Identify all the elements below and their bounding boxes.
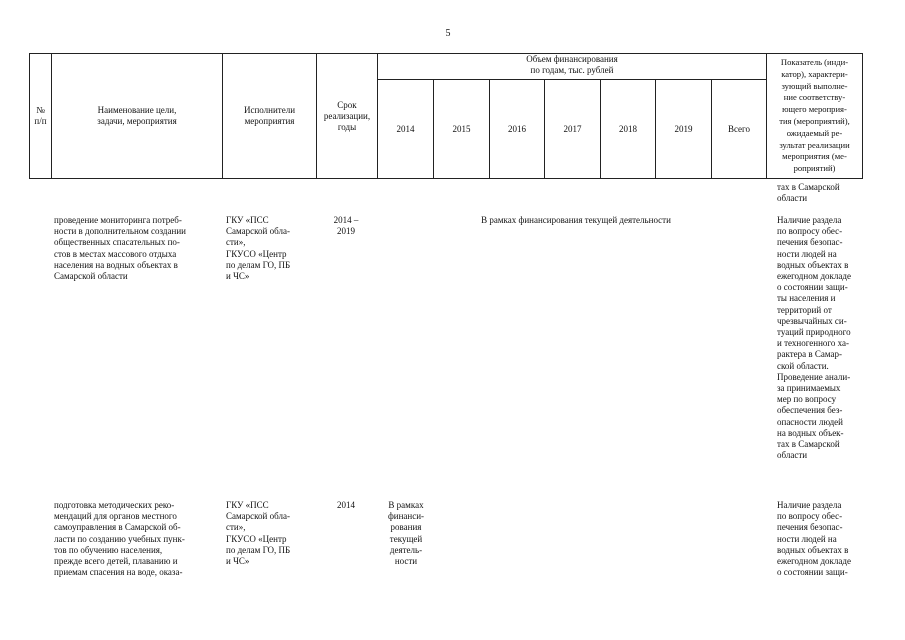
row2-term: 2014 [337, 500, 355, 510]
header-year-2016: 2016 [490, 80, 545, 179]
header-col-funding: Объем финансирования по годам, тыс. рублей [378, 54, 767, 80]
header-year-2014: 2014 [378, 80, 434, 179]
row1-name: проведение мониторинга потреб- ности в дополнительном создании общественных спасательных по- стов в местах массового отдыха населения на водных объектах в Самарской области [54, 215, 186, 282]
header-year-2019: 2019 [656, 80, 712, 179]
header-col-number: № п/п [30, 54, 52, 179]
header-year-2015: 2015 [434, 80, 490, 179]
header-col-term: Срок реализации, годы [317, 54, 378, 179]
header-col-executors: Исполнители мероприятия [223, 54, 317, 179]
indicator-carryover: тах в Самарской области [777, 182, 840, 204]
header-year-2017: 2017 [545, 80, 601, 179]
row1-funding: В рамках финансирования текущей деятельности [481, 215, 671, 225]
row1-executors: ГКУ «ПСС Самарской обла- сти», ГКУСО «Центр по делам ГО, ПБ и ЧС» [226, 215, 291, 282]
header-total: Всего [712, 80, 767, 179]
page-number: 5 [445, 28, 451, 39]
row2-executors: ГКУ «ПСС Самарской обла- сти», ГКУСО «Центр по делам ГО, ПБ и ЧС» [226, 500, 291, 567]
row2-indicator: Наличие раздела по вопросу обес- печения безопас- ности людей на водных объектах в ежегодном докладе о состоянии защи- [777, 500, 851, 578]
header-col-indicator: Показатель (инди- катор), характери- зующий выполне- ние соответству- ющего мероприя- тия (мероприятий), ожидаемый ре- зультат реализации мероприятия (ме- роприятий) [767, 54, 863, 179]
row1-term: 2014 – 2019 [333, 215, 359, 237]
row2-funding-2014: В рамках финанси- рования текущей деятель- ности [387, 500, 425, 567]
row1-indicator: Наличие раздела по вопросу обес- печения безопас- ности людей на водных объектах в ежегодном докладе о состоянии защи- ты населения и территорий от чрезвычайных си- туаций природного и техногенного ха- рактера в Самар- ской области. Проведение анали- за принимаемых мер по вопросу обеспечения без- опасности людей на водных объек- тах в Самарской области [777, 215, 851, 461]
header-year-2018: 2018 [601, 80, 656, 179]
table-header [29, 53, 863, 179]
header-col-name: Наименование цели, задачи, мероприятия [52, 54, 223, 179]
row2-name: подготовка методических реко- мендаций для органов местного самоуправления в Самарской об- ласти по созданию учебных пунк- тов по обучению населения, прежде всего детей, плаванию и приемам спасения на воде, оказа- [54, 500, 185, 578]
